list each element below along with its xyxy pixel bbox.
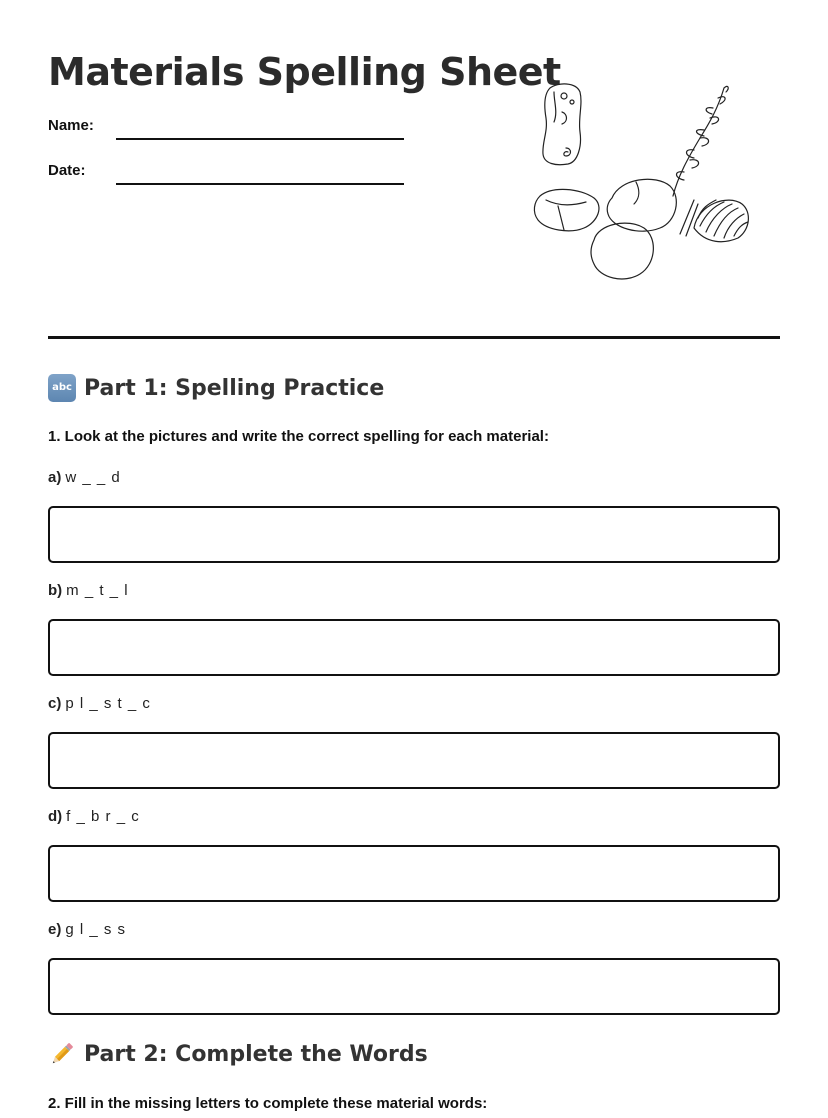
page-title: Materials Spelling Sheet [48,50,561,94]
wood-knot [570,100,574,104]
question-c [48,695,151,712]
part2-instruction: 2. Fill in the missing letters to complete these material words: [48,1095,488,1112]
abc-icon: abc [48,374,76,402]
sprig-stem [673,88,724,196]
question-letter: d) [48,808,63,825]
stone-edge [546,200,586,205]
flat-stone [534,189,599,230]
part2-heading [48,1040,428,1068]
date-label: Date: [48,162,86,179]
answer-box-c[interactable] [48,732,780,789]
sprig-leaf [700,138,709,146]
answer-box-e[interactable] [48,958,780,1015]
question-a [48,469,121,486]
shell-ridge [700,202,724,226]
question-letter: e) [48,921,62,938]
wood-grain [554,92,556,122]
pencil-icon [48,1040,76,1068]
answer-box-b[interactable] [48,619,780,676]
stick [680,200,694,234]
stone-edge [558,206,564,230]
question-letter: a) [48,469,62,486]
part1-heading-text: Part 1: Spelling Practice [84,375,385,401]
sprig-leaf [690,160,699,168]
date-field[interactable] [116,183,404,185]
question-letter: c) [48,695,62,712]
question-letter: b) [48,582,63,599]
part2-heading-text: Part 2: Complete the Words [84,1041,428,1067]
answer-box-a[interactable] [48,506,780,563]
question-pattern: p l _ s t _ c [65,695,151,712]
sprig-leaf [724,86,728,92]
question-pattern: g l _ s s [65,921,127,938]
part1-instruction: 1. Look at the pictures and write the correct spelling for each material: [48,428,549,445]
question-d [48,808,140,825]
question-b [48,582,129,599]
wood-grain [562,112,567,124]
question-pattern: w _ _ d [65,469,121,486]
section-divider [48,336,780,339]
materials-illustration [528,78,758,288]
wood-knot [564,148,571,156]
part1-heading [48,374,384,402]
sprig-leaf [710,117,719,124]
name-label: Name: [48,117,94,134]
question-pattern: f _ b r _ c [66,808,140,825]
question-e [48,921,126,938]
name-field[interactable] [116,138,404,140]
stone-edge [634,182,639,204]
sprig-leaf [706,108,713,114]
question-pattern: m _ t _ l [66,582,129,599]
answer-box-d[interactable] [48,845,780,902]
wood-knot [561,93,567,99]
